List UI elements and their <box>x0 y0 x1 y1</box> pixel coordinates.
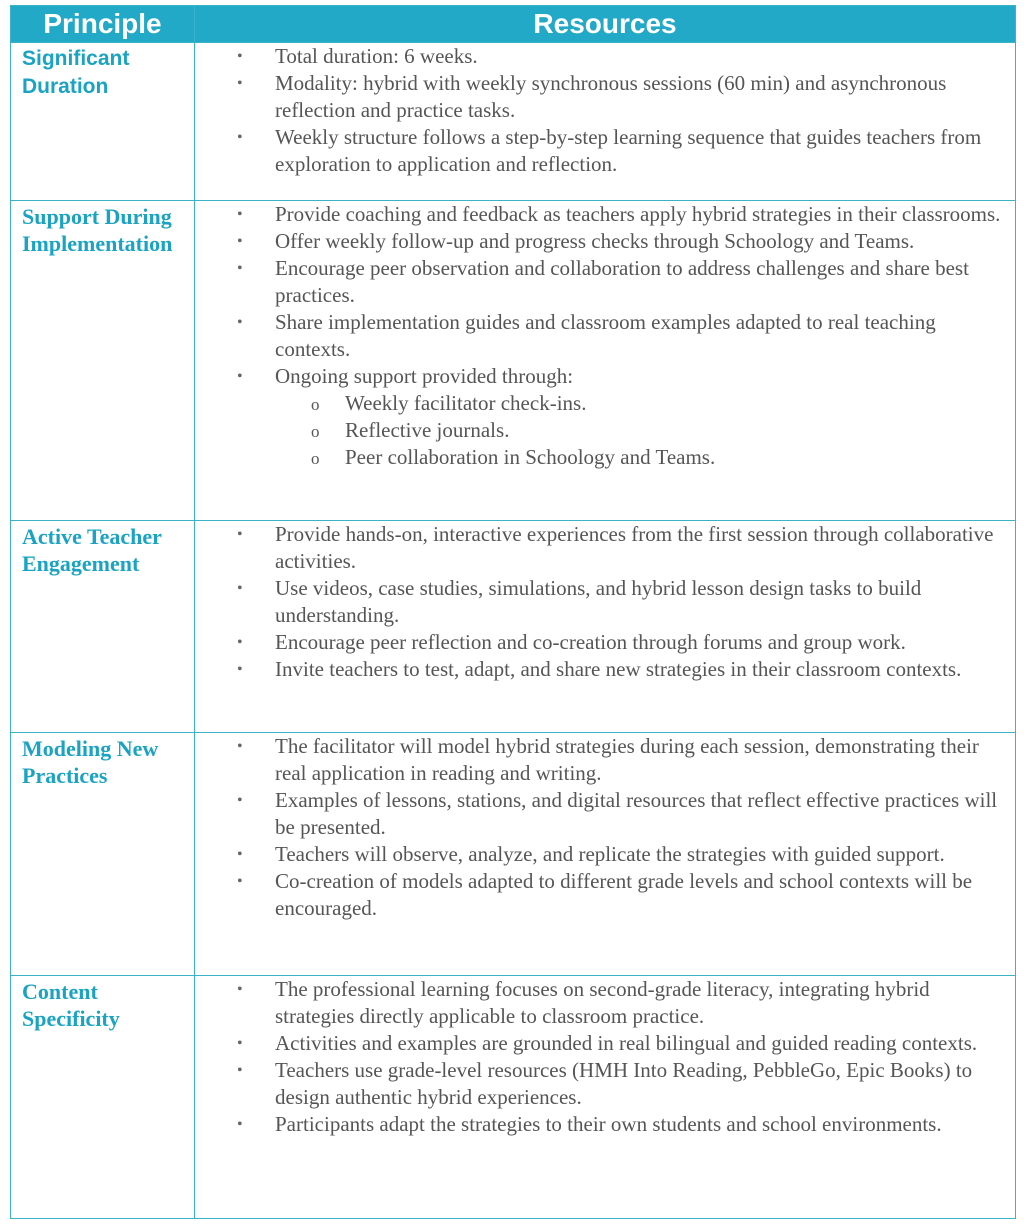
list-item: • Invite teachers to test, adapt, and share new strategies in their classroom contexts. <box>195 656 1015 683</box>
sub-list <box>275 390 1007 471</box>
resources-cell <box>195 43 1016 201</box>
principles-table <box>10 5 1016 1219</box>
resources-cell <box>195 976 1016 1219</box>
list-item <box>195 363 1015 471</box>
resource-list <box>195 976 1015 1138</box>
list-item: • Provide coaching and feedback as teachers apply hybrid strategies in their classrooms. <box>195 201 1015 228</box>
list-item: • Weekly structure follows a step-by-step learning sequence that guides teachers from exploration to application and reflection. <box>195 124 1015 178</box>
header-row <box>11 6 1016 43</box>
list-item: • Co-creation of models adapted to different grade levels and school contexts will be encouraged. <box>195 868 1015 922</box>
resource-list <box>195 43 1015 178</box>
list-item: • Provide hands-on, interactive experiences from the first session through collaborative activities. <box>195 521 1015 575</box>
principle-label: Content Specificity <box>22 979 120 1031</box>
principle-cell <box>11 521 195 733</box>
resources-cell <box>195 733 1016 976</box>
sub-list-item: o Weekly facilitator check-ins. <box>275 390 1007 417</box>
list-item: • Total duration: 6 weeks. <box>195 43 1015 70</box>
list-item: • Offer weekly follow-up and progress checks through Schoology and Teams. <box>195 228 1015 255</box>
list-item-text: Ongoing support provided through: <box>275 364 574 388</box>
principle-cell <box>11 43 195 201</box>
header-principle: Principle <box>11 6 195 43</box>
list-item: • Teachers use grade-level resources (HMH Into Reading, PebbleGo, Epic Books) to design authentic hybrid experiences. <box>195 1057 1015 1111</box>
resource-list <box>195 521 1015 683</box>
principle-cell <box>11 201 195 521</box>
list-item: • Encourage peer observation and collaboration to address challenges and share best practices. <box>195 255 1015 309</box>
list-item: • The facilitator will model hybrid strategies during each session, demonstrating their real application in reading and writing. <box>195 733 1015 787</box>
list-item: • Modality: hybrid with weekly synchronous sessions (60 min) and asynchronous reflection and practice tasks. <box>195 70 1015 124</box>
resource-list <box>195 201 1015 471</box>
list-item: • Share implementation guides and classroom examples adapted to real teaching contexts. <box>195 309 1015 363</box>
sub-list-item: o Reflective journals. <box>275 417 1007 444</box>
principle-cell <box>11 733 195 976</box>
resource-list <box>195 733 1015 922</box>
principle-label: Significant Duration <box>22 47 130 98</box>
sub-list-item: o Peer collaboration in Schoology and Teams. <box>275 444 1007 471</box>
list-item: • The professional learning focuses on second-grade literacy, integrating hybrid strategies directly applicable to classroom practice. <box>195 976 1015 1030</box>
list-item: • Teachers will observe, analyze, and replicate the strategies with guided support. <box>195 841 1015 868</box>
list-item: • Participants adapt the strategies to their own students and school environments. <box>195 1111 1015 1138</box>
list-item: • Encourage peer reflection and co-creation through forums and group work. <box>195 629 1015 656</box>
table-row <box>11 43 1016 201</box>
list-item: • Examples of lessons, stations, and digital resources that reflect effective practices will be presented. <box>195 787 1015 841</box>
principle-label: Active Teacher Engagement <box>22 524 162 576</box>
principle-label: Modeling New Practices <box>22 736 159 788</box>
principle-cell <box>11 976 195 1219</box>
list-item: • Use videos, case studies, simulations, and hybrid lesson design tasks to build understanding. <box>195 575 1015 629</box>
table-row <box>11 733 1016 976</box>
list-item: • Activities and examples are grounded in real bilingual and guided reading contexts. <box>195 1030 1015 1057</box>
table-row <box>11 521 1016 733</box>
table-row <box>11 976 1016 1219</box>
principle-label: Support During Implementation <box>22 204 173 256</box>
table-row <box>11 201 1016 521</box>
resources-cell <box>195 521 1016 733</box>
resources-cell <box>195 201 1016 521</box>
header-resources: Resources <box>195 6 1016 43</box>
